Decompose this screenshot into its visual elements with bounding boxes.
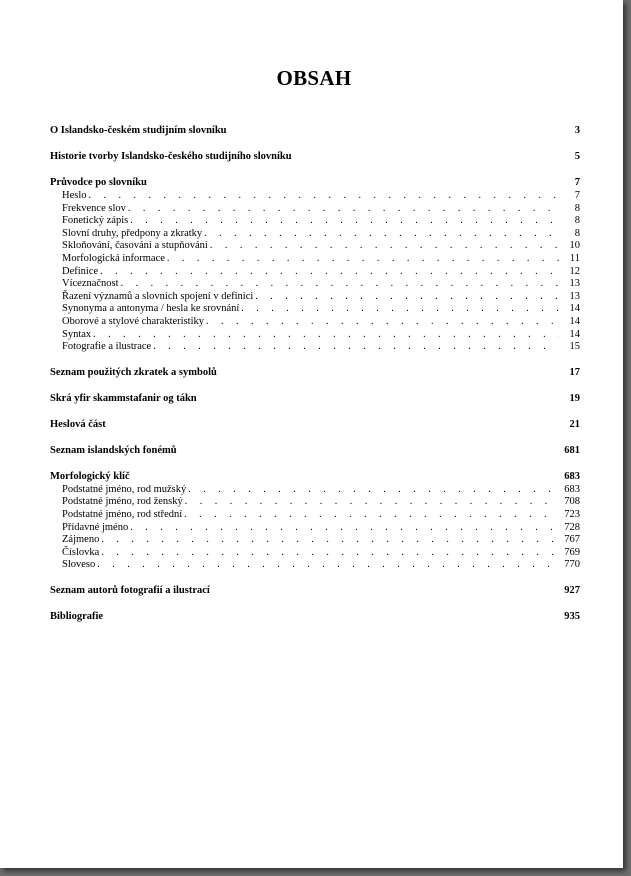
toc-subentry bbox=[50, 215, 580, 228]
toc-section bbox=[50, 366, 580, 380]
toc-subentry bbox=[50, 266, 580, 279]
toc-heading-entry bbox=[50, 444, 580, 458]
toc-subentry-label: Podstatné jméno, rod ženský bbox=[62, 496, 183, 508]
toc-dot-leader bbox=[185, 496, 559, 509]
toc-subentry-page: 8 bbox=[574, 202, 580, 214]
toc-section bbox=[50, 176, 580, 354]
toc-heading-entry bbox=[50, 124, 580, 138]
toc-heading-label: Historie tvorby Islandsko-českého studijního slovníku bbox=[50, 151, 292, 162]
toc-heading-label: Skrá yfir skammstafanir og tákn bbox=[50, 392, 197, 404]
toc-subentry-page: 767 bbox=[564, 534, 580, 546]
toc-subentry bbox=[50, 522, 580, 535]
toc-subentry-page: 7 bbox=[574, 190, 580, 201]
toc-heading-entry bbox=[50, 418, 580, 432]
toc-heading-entry bbox=[50, 176, 580, 190]
toc-subentry-page: 13 bbox=[569, 278, 580, 290]
toc-subentry-page: 723 bbox=[564, 508, 580, 520]
toc-dot-leader bbox=[100, 266, 559, 279]
page-title: OBSAH bbox=[276, 66, 352, 90]
toc-dot-leader bbox=[167, 253, 559, 266]
toc-subentry-page: 14 bbox=[569, 315, 580, 327]
toc-heading-entry bbox=[50, 584, 580, 598]
toc-heading-entry bbox=[50, 610, 580, 624]
toc-subentry bbox=[50, 190, 580, 203]
toc-subentry-label: Frekvence slov bbox=[62, 202, 126, 214]
toc-heading-page: 683 bbox=[564, 470, 580, 482]
toc-heading-entry bbox=[50, 366, 580, 380]
toc-heading-label: Heslová část bbox=[50, 418, 106, 430]
toc-subentry bbox=[50, 253, 580, 266]
toc-subentry-label: Přídavné jméno bbox=[62, 521, 129, 533]
toc-heading-page: 7 bbox=[574, 177, 580, 188]
toc-section bbox=[50, 418, 580, 432]
toc-subentry bbox=[50, 559, 580, 572]
toc-heading-label: Průvodce po slovníku bbox=[50, 177, 147, 188]
toc-heading-page: 927 bbox=[564, 584, 580, 596]
toc-subentry bbox=[50, 240, 580, 253]
toc-subentry-label: Morfologická informace bbox=[62, 252, 165, 264]
toc-subentry-label: Synonyma a antonyma / hesla ke srovnání bbox=[62, 303, 240, 315]
toc-subentry bbox=[50, 496, 580, 509]
toc-dot-leader bbox=[89, 190, 560, 203]
toc-subentry-label: Definice bbox=[62, 265, 99, 277]
toc-dot-leader bbox=[101, 534, 559, 547]
toc-subentry-label: Zájmeno bbox=[62, 534, 100, 546]
toc-heading-page: 17 bbox=[569, 366, 580, 378]
toc-subentry bbox=[50, 534, 580, 547]
toc-subentry-label: Skloňování, časování a stupňování bbox=[62, 240, 208, 252]
toc-dot-leader bbox=[153, 341, 559, 354]
toc-subentry-label: Víceznačnost bbox=[62, 278, 119, 290]
toc-subentry-label: Podstatné jméno, rod mužský bbox=[62, 483, 187, 495]
toc-heading-label: Seznam islandských fonémů bbox=[50, 444, 177, 456]
toc-subentry-label: Syntax bbox=[62, 328, 92, 340]
toc-subentry-label: Heslo bbox=[62, 190, 87, 201]
toc-heading-label: Morfologický klíč bbox=[50, 470, 130, 482]
toc-subentry-label: Oborové a stylové charakteristiky bbox=[62, 315, 204, 327]
toc-subentry-label: Slovní druhy, předpony a zkratky bbox=[62, 227, 203, 239]
toc-subentry-label: Fotografie a ilustrace bbox=[62, 341, 152, 353]
toc-dot-leader bbox=[188, 484, 559, 497]
toc-subentry bbox=[50, 278, 580, 291]
toc-dot-leader bbox=[210, 240, 559, 253]
toc-subentry-page: 728 bbox=[564, 521, 580, 533]
toc-heading-page: 19 bbox=[569, 392, 580, 404]
toc-dot-leader bbox=[130, 522, 559, 535]
toc-subentry-page: 14 bbox=[569, 328, 580, 340]
toc-section bbox=[50, 470, 580, 572]
toc-subentry-page: 10 bbox=[569, 240, 580, 252]
toc-heading-label: Seznam autorů fotografií a ilustrací bbox=[50, 584, 210, 596]
toc-dot-leader bbox=[121, 278, 559, 291]
toc-section bbox=[50, 392, 580, 406]
toc-subentry bbox=[50, 341, 580, 354]
toc-subentry-page: 683 bbox=[564, 483, 580, 495]
toc-subentry bbox=[50, 484, 580, 497]
toc-section bbox=[50, 124, 580, 138]
toc-heading-page: 681 bbox=[564, 444, 580, 456]
toc-subentry bbox=[50, 228, 580, 241]
toc-section bbox=[50, 150, 580, 164]
toc-heading-entry bbox=[50, 392, 580, 406]
toc-subentry-page: 13 bbox=[569, 290, 580, 302]
toc-subentry-label: Podstatné jméno, rod střední bbox=[62, 508, 183, 520]
toc-subentry-page: 8 bbox=[574, 215, 580, 227]
toc-dot-leader bbox=[101, 547, 559, 560]
toc-subentry-page: 14 bbox=[569, 303, 580, 315]
toc-subentry bbox=[50, 509, 580, 522]
toc-subentry bbox=[50, 291, 580, 304]
toc-heading-page: 3 bbox=[574, 125, 580, 136]
toc-heading-label: Seznam použitých zkratek a symbolů bbox=[50, 366, 217, 378]
table-of-contents bbox=[50, 124, 580, 636]
toc-subentry-label: Řazení významů a slovních spojení v definici bbox=[62, 290, 254, 302]
toc-dot-leader bbox=[184, 509, 559, 522]
toc-subentry bbox=[50, 547, 580, 560]
toc-dot-leader bbox=[204, 228, 559, 241]
toc-subentry-page: 15 bbox=[569, 341, 580, 353]
toc-dot-leader bbox=[130, 215, 559, 228]
toc-dot-leader bbox=[93, 329, 559, 342]
toc-subentry-page: 12 bbox=[569, 265, 580, 277]
toc-subentry-label: Fonetický zápis bbox=[62, 215, 129, 227]
toc-dot-leader bbox=[97, 559, 559, 572]
toc-subentry-page: 8 bbox=[574, 227, 580, 239]
toc-heading-label: O Islandsko-českém studijním slovníku bbox=[50, 125, 227, 136]
toc-dot-leader bbox=[255, 291, 559, 304]
toc-subentry-label: Číslovka bbox=[62, 546, 100, 558]
toc-heading-page: 935 bbox=[564, 610, 580, 622]
toc-heading-page: 5 bbox=[574, 151, 580, 162]
toc-subentry-page: 769 bbox=[564, 546, 580, 558]
toc-subentry-label: Sloveso bbox=[62, 559, 96, 571]
toc-subentry bbox=[50, 303, 580, 316]
toc-dot-leader bbox=[241, 303, 559, 316]
toc-heading-page: 21 bbox=[569, 418, 580, 430]
toc-heading-label: Bibliografie bbox=[50, 610, 104, 622]
toc-section bbox=[50, 444, 580, 458]
toc-subentry-page: 708 bbox=[564, 496, 580, 508]
toc-subentry bbox=[50, 329, 580, 342]
toc-heading-entry bbox=[50, 470, 580, 484]
toc-heading-entry bbox=[50, 150, 580, 164]
toc-dot-leader bbox=[206, 316, 559, 329]
toc-dot-leader bbox=[128, 203, 559, 216]
toc-subentry bbox=[50, 316, 580, 329]
toc-section bbox=[50, 610, 580, 624]
toc-section bbox=[50, 584, 580, 598]
toc-subentry bbox=[50, 203, 580, 216]
toc-subentry-page: 11 bbox=[569, 252, 580, 264]
toc-subentry-page: 770 bbox=[564, 559, 580, 571]
